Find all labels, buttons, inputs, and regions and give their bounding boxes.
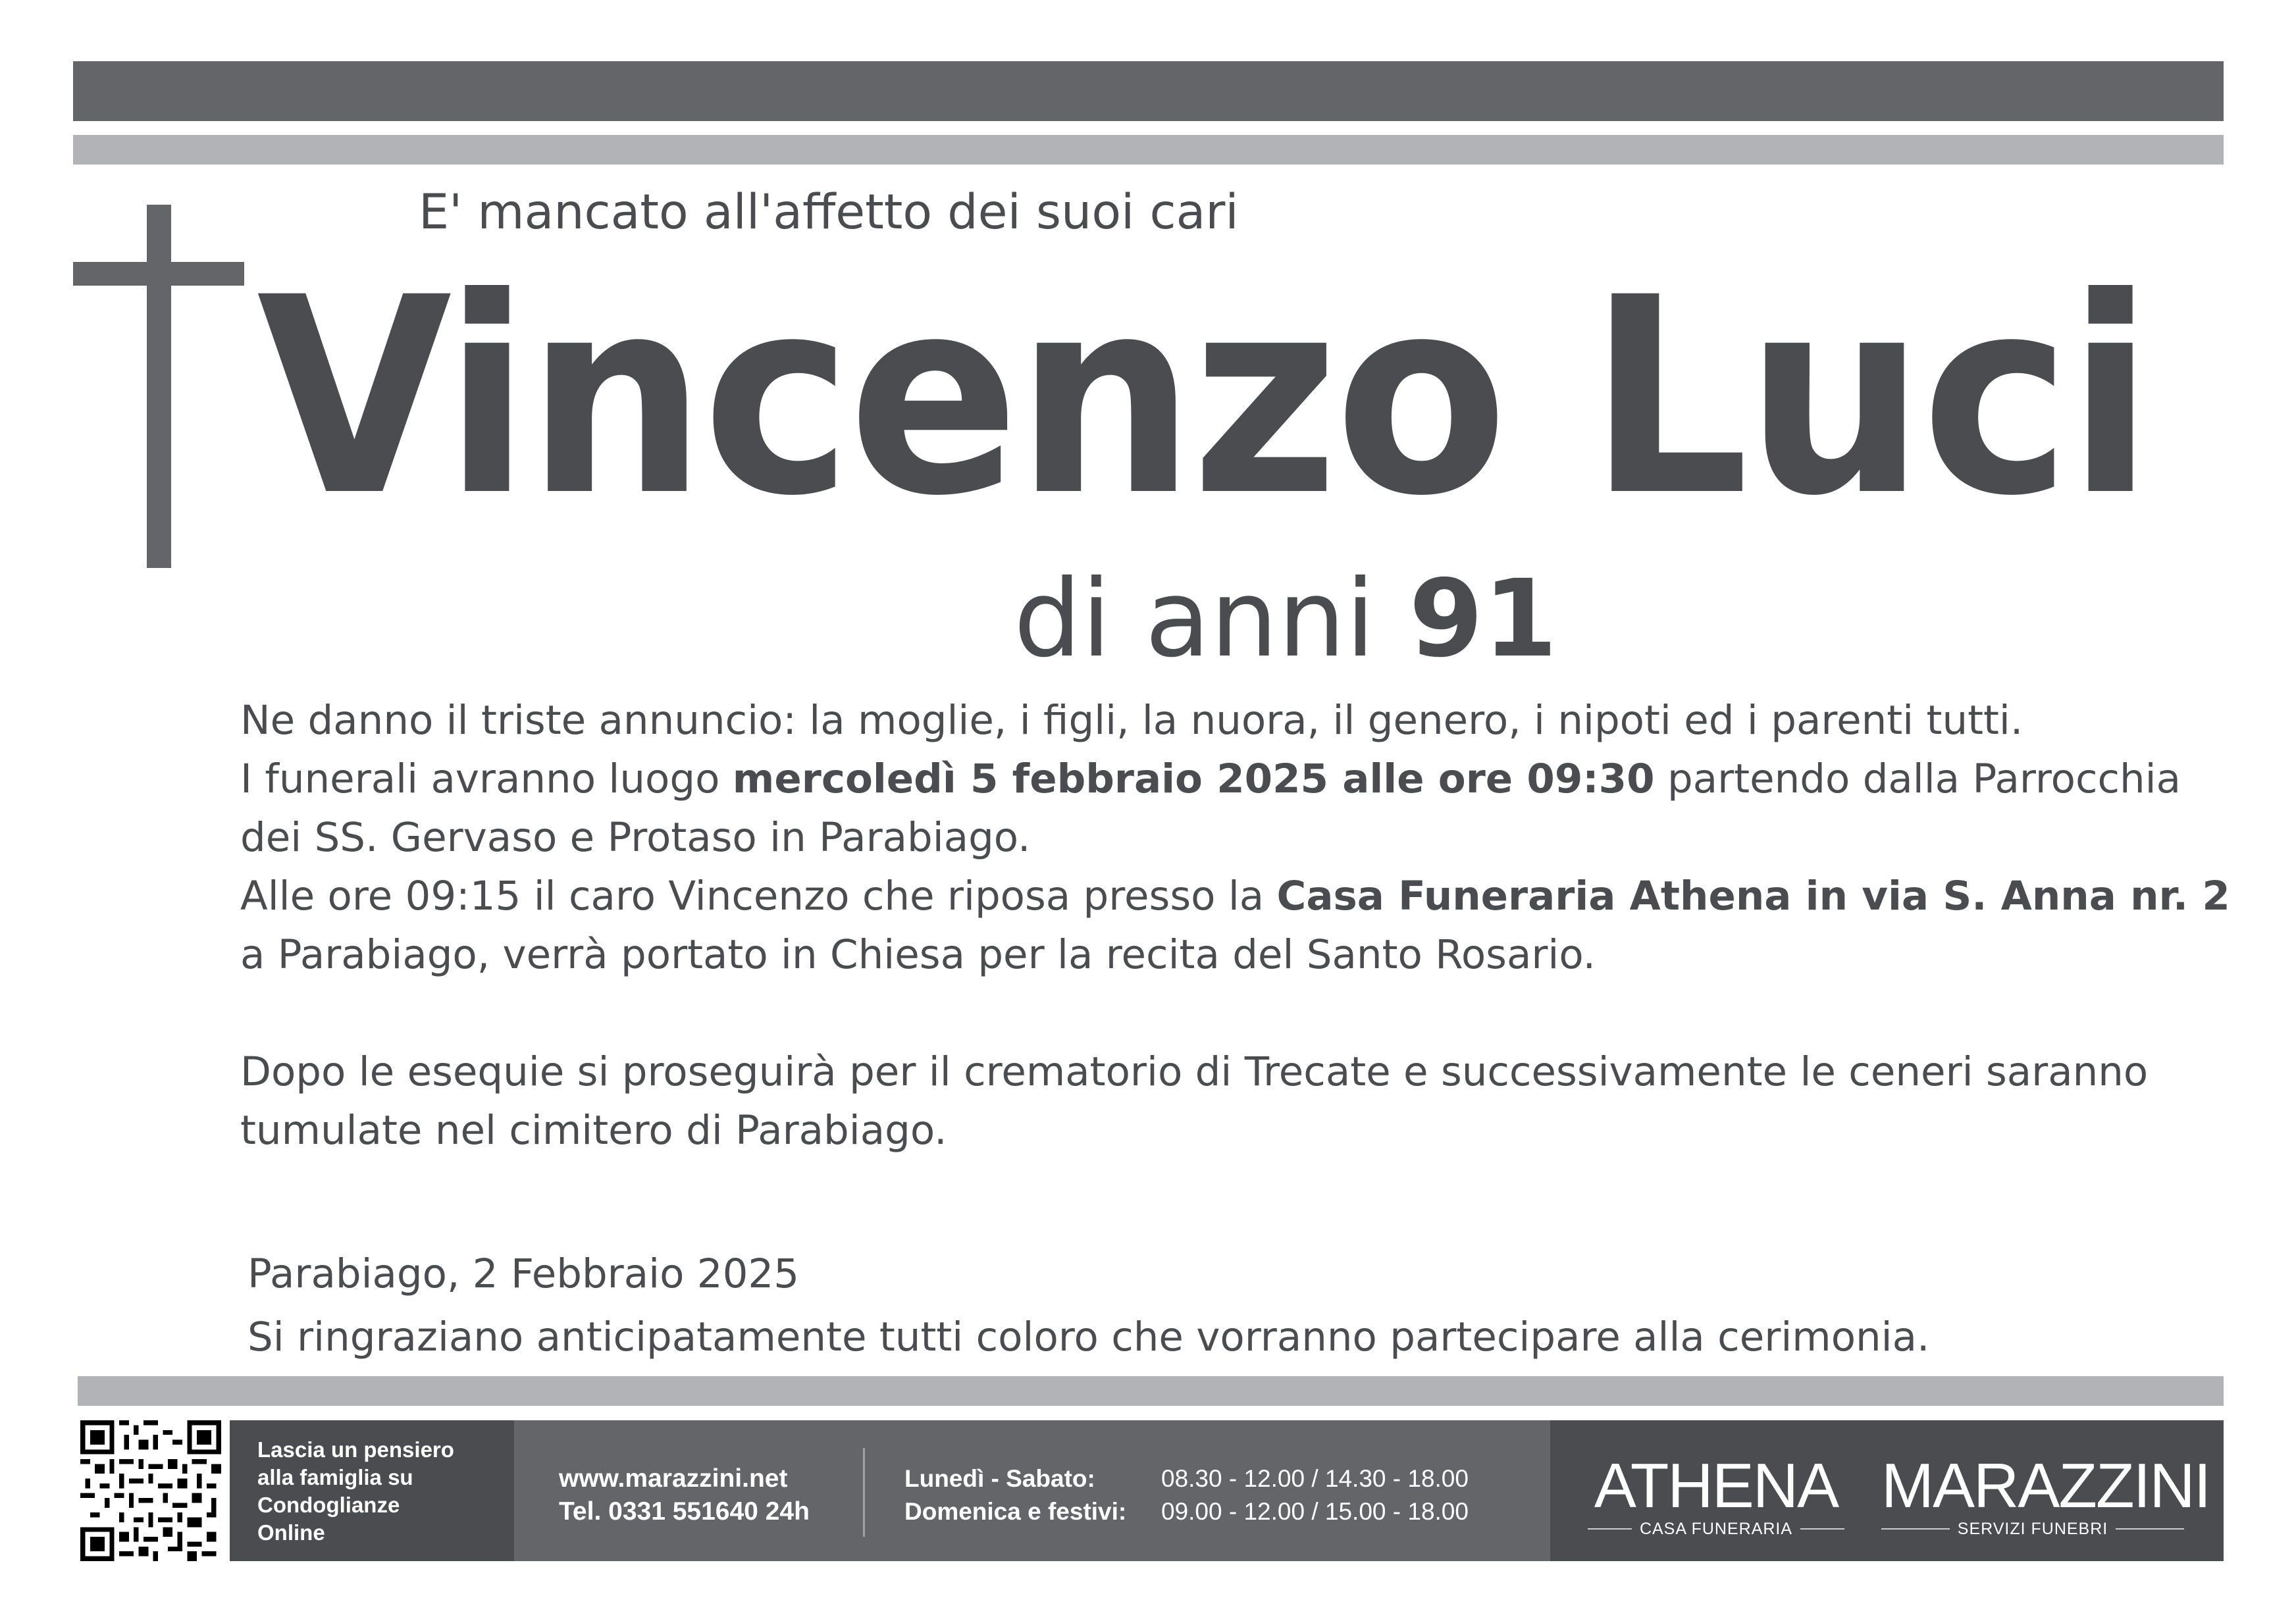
marazzini-logo-sub bbox=[1881, 1519, 2184, 1539]
condoglianze-line: Online bbox=[257, 1520, 325, 1545]
thanks-line: Si ringraziano anticipatamente tutti coloro che vorranno partecipare alla cerimonia. bbox=[248, 1314, 1930, 1360]
announcement-body bbox=[240, 691, 2230, 1160]
contact-info bbox=[559, 1462, 810, 1528]
age-value: 91 bbox=[1409, 557, 1557, 681]
opening-hours bbox=[904, 1462, 1469, 1528]
condoglianze-line: Lascia un pensiero bbox=[257, 1437, 454, 1462]
hours-row bbox=[904, 1495, 1469, 1528]
funeral-datetime: mercoledì 5 febbraio 2025 alle ore 09:30 bbox=[732, 756, 1655, 802]
hours-label: Domenica e festivi: bbox=[904, 1498, 1127, 1525]
logo-rule bbox=[1800, 1528, 1844, 1530]
marazzini-logo-subtitle: SERVIZI FUNEBRI bbox=[1957, 1520, 2108, 1538]
hours-value: 09.00 - 12.00 / 15.00 - 18.00 bbox=[1161, 1498, 1469, 1525]
paragraph-gap bbox=[240, 984, 2205, 1043]
announcement-line: Dopo le esequie si proseguirà per il crematorio di Trecate e successivamente le ceneri saranno bbox=[240, 1048, 2149, 1095]
cross-icon bbox=[147, 205, 171, 568]
place-date: Parabiago, 2 Febbraio 2025 bbox=[248, 1250, 800, 1297]
hours-row bbox=[904, 1462, 1469, 1495]
athena-logo-text: ATHENA bbox=[1594, 1451, 1839, 1521]
logo-rule bbox=[1881, 1528, 1950, 1530]
announcement-line: a Parabiago, verrà portato in Chiesa per la recita del Santo Rosario. bbox=[240, 931, 1596, 978]
age-prefix: di anni bbox=[1014, 557, 1375, 681]
bottom-light-band bbox=[78, 1376, 2224, 1406]
website-link[interactable]: www.marazzini.net bbox=[559, 1464, 788, 1493]
funeral-home-address: Casa Funeraria Athena in via S. Anna nr. 2 bbox=[1276, 873, 2230, 919]
intro-text: E' mancato all'affetto dei suoi cari bbox=[419, 184, 1239, 240]
cross-icon-arm bbox=[73, 262, 244, 286]
announcement-line: tumulate nel cimitero di Parabiago. bbox=[240, 1107, 947, 1154]
text-span: Alle ore 09:15 il caro Vincenzo che riposa presso la bbox=[240, 873, 1277, 919]
announcement-line: dei SS. Gervaso e Protaso in Parabiago. bbox=[240, 814, 1031, 861]
text-span: partendo dalla Parrocchia bbox=[1654, 756, 2181, 802]
announcement-line bbox=[240, 867, 2230, 925]
condoglianze-line: Condoglianze bbox=[257, 1493, 400, 1517]
marazzini-logo bbox=[1881, 1451, 2210, 1539]
age-line bbox=[1014, 557, 1557, 681]
condoglianze-line: alla famiglia su bbox=[257, 1465, 413, 1489]
footer-divider bbox=[863, 1448, 865, 1537]
condoglianze-text[interactable] bbox=[257, 1436, 501, 1547]
text-span: I funerali avranno luogo bbox=[240, 756, 733, 802]
marazzini-logo-text: MARAZZINI bbox=[1881, 1451, 2210, 1521]
hours-value: 08.30 - 12.00 / 14.30 - 18.00 bbox=[1161, 1465, 1469, 1492]
top-light-band bbox=[73, 135, 2224, 165]
hours-label: Lunedì - Sabato: bbox=[904, 1465, 1095, 1492]
announcement-line: Ne danno il triste annuncio: la moglie, i figli, la nuora, il genero, i nipoti ed i parenti tutti. bbox=[240, 697, 2023, 744]
logo-rule bbox=[1588, 1528, 1632, 1530]
top-dark-band bbox=[73, 61, 2224, 121]
announcement-line bbox=[240, 750, 2205, 808]
phone-number[interactable]: Tel. 0331 551640 24h bbox=[559, 1497, 810, 1526]
qr-code-icon[interactable] bbox=[78, 1420, 224, 1561]
athena-logo bbox=[1588, 1453, 1844, 1539]
logo-rule bbox=[2116, 1528, 2184, 1530]
athena-logo-subtitle: CASA FUNERARIA bbox=[1639, 1520, 1793, 1538]
deceased-name: Vincenzo Luci bbox=[257, 240, 2151, 555]
athena-logo-sub bbox=[1588, 1519, 1844, 1539]
